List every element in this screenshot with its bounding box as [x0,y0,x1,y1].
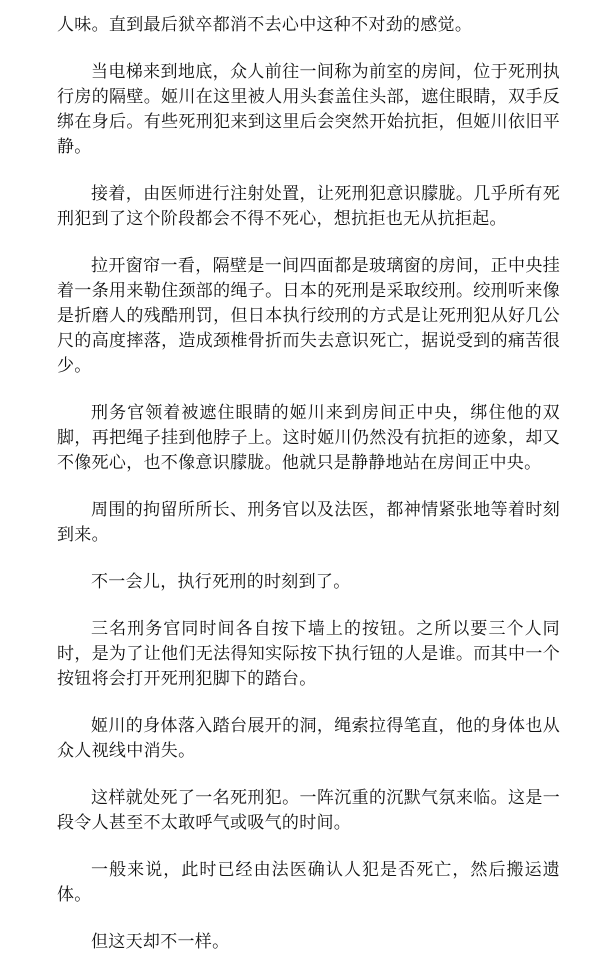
paragraph: 不一会儿，执行死刑的时刻到了。 [91,572,351,592]
paragraph: 一般来说，此时已经由法医确认人犯是否死亡，然后搬运遗体。 [57,860,560,905]
document-page [57,13,560,977]
paragraph: 接着，由医师进行注射处置，让死刑犯意识朦胧。几乎所有死刑犯到了这个阶段都会不得不死心，想抗拒也无从抗拒起。 [57,184,560,229]
paragraph-continuation: 人味。直到最后狱卒都消不去心中这种不对劲的感觉。 [57,15,473,35]
paragraph: 周围的拘留所所长、刑务官以及法医，都神情紧张地等着时刻到来。 [57,500,560,545]
paragraph: 拉开窗帘一看，隔壁是一间四面都是玻璃窗的房间，正中央挂着一条用来勒住颈部的绳子。日本的死刑是采取绞刑。绞刑听来像是折磨人的残酷刑罚，但日本执行绞刑的方式是让死刑犯从好几公尺的高度摔落，造成颈椎骨折而失去意识死亡，据说受到的痛苦很少。 [57,256,560,376]
paragraph: 刑务官领着被遮住眼睛的姬川来到房间正中央，绑住他的双脚，再把绳子挂到他脖子上。这时姬川仍然没有抗拒的迹象，却又不像死心，也不像意识朦胧。他就只是静静地站在房间正中央。 [57,403,560,473]
paragraph: 三名刑务官同时间各自按下墙上的按钮。之所以要三个人同时，是为了让他们无法得知实际按下执行钮的人是谁。而其中一个按钮将会打开死刑犯脚下的踏台。 [57,619,560,689]
paragraph: 姬川的身体落入踏台展开的洞，绳索拉得笔直，他的身体也从众人视线中消失。 [57,716,560,761]
paragraph: 当电梯来到地底，众人前往一间称为前室的房间，位于死刑执行房的隔壁。姬川在这里被人用头套盖住头部，遮住眼睛，双手反绑在身后。有些死刑犯来到这里后会突然开始抗拒，但姬川依旧平静。 [57,62,560,157]
paragraph: 这样就处死了一名死刑犯。一阵沉重的沉默气氛来临。这是一段令人甚至不太敢呼气或吸气的时间。 [57,788,560,833]
paragraph: 但这天却不一样。 [91,932,230,952]
